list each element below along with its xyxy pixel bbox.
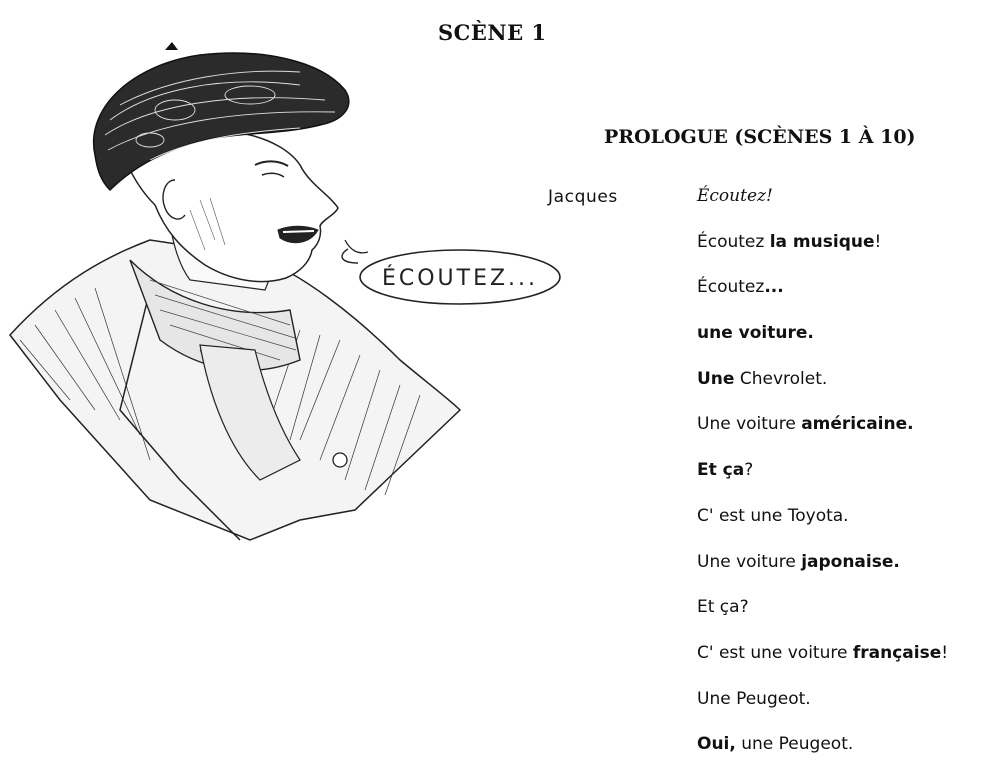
speech-bubble-text: ÉCOUTEZ... [381,266,539,291]
dialogue-line [697,589,948,635]
dialogue-line [697,726,948,772]
dialogue-segment: Chevrolet. [734,368,828,389]
dialogue-segment: ? [744,460,754,481]
dialogue-segment: ! [874,231,882,252]
dialogue-segment: Et ça? [697,597,749,618]
dialogue-line [697,178,948,224]
dialogue-line [697,406,948,452]
dialogue-line [697,498,948,544]
dialogue-segment: ! [941,642,949,663]
dialogue-segment: Oui, [697,734,736,755]
dialogue-segment: Écoutez [697,231,770,252]
speech-bubble [330,235,570,315]
dialogue-segment: Une voiture [697,414,802,435]
dialogue-segment: française [852,642,942,663]
dialogue-segment: Écoutez! [697,186,773,206]
dialogue-segment: Une [697,368,735,389]
dialogue-segment: Écoutez [697,277,765,298]
dialogue-segment: Une Peugeot. [697,688,811,709]
prologue-heading: PROLOGUE (SCÈNES 1 À 10) [604,126,916,148]
dialogue-line [697,635,948,681]
dialogue-line [697,315,948,361]
dialogue-segment: une Peugeot. [735,734,854,755]
dialogue-segment: Une voiture [697,551,802,572]
dialogue-segment: C' est une Toyota. [697,505,849,526]
dialogue-line [697,452,948,498]
dialogue-segment: une voiture. [697,323,814,344]
dialogue-segment: américaine. [801,414,914,435]
dialogue-line [697,544,948,590]
dialogue-segment: Et ça [697,460,745,481]
dialogue-segment: japonaise. [801,551,900,572]
dialogue-segment: ... [764,277,784,298]
scene-title: SCÈNE 1 [438,20,547,45]
dialogue-line [697,681,948,727]
dialogue-segment: la musique [769,231,875,252]
dialogue-line [697,361,948,407]
speaker-name: Jacques [548,187,618,207]
dialogue-segment: C' est une voiture [697,642,853,663]
dialogue-line [697,269,948,315]
dialogue-lines [697,178,948,772]
dialogue-line [697,224,948,270]
